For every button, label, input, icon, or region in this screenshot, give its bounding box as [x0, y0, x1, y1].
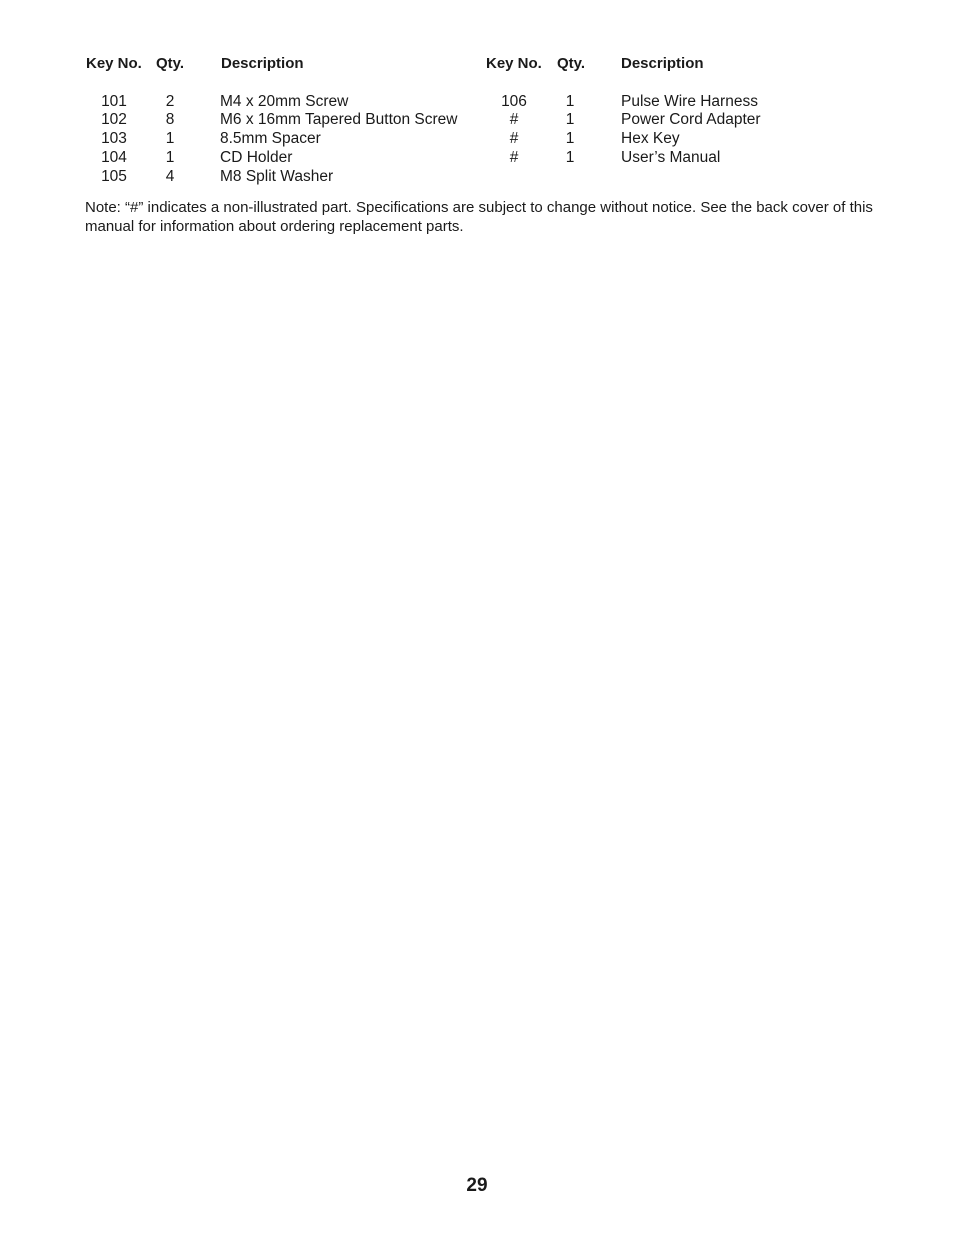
header-description-left: Description: [221, 55, 304, 72]
quantity: 1: [165, 149, 175, 166]
key-number: 105: [101, 168, 127, 185]
part-description: Pulse Wire Harness: [621, 93, 758, 110]
key-number: 104: [101, 149, 127, 166]
part-description: 8.5mm Spacer: [220, 130, 321, 147]
page-number: 29: [466, 1175, 488, 1196]
header-key-no-left: Key No.: [86, 55, 142, 72]
quantity: 4: [165, 168, 175, 185]
note-text: Note: “#” indicates a non-illustrated part. Specifications are subject to change without notice. See the back cover of this manual for information about ordering replacement parts.: [85, 199, 873, 235]
header-description-right: Description: [621, 55, 704, 72]
key-number: 106: [501, 93, 527, 110]
part-description: Hex Key: [621, 130, 680, 147]
part-description: Power Cord Adapter: [621, 111, 761, 128]
quantity: 1: [565, 93, 575, 110]
part-description: M8 Split Washer: [220, 168, 334, 185]
quantity: 1: [165, 130, 175, 147]
quantity: 8: [165, 111, 175, 128]
key-number: #: [509, 111, 519, 128]
part-description: User’s Manual: [621, 149, 721, 166]
key-number: #: [509, 149, 519, 166]
header-qty-left: Qty.: [156, 55, 185, 72]
part-description: CD Holder: [220, 149, 293, 166]
quantity: 1: [565, 111, 575, 128]
part-description: M4 x 20mm Screw: [220, 93, 349, 110]
key-number: 102: [101, 111, 127, 128]
part-description: M6 x 16mm Tapered Button Screw: [220, 111, 458, 128]
quantity: 1: [565, 149, 575, 166]
parts-list-table: [0, 0, 954, 200]
quantity: 1: [565, 130, 575, 147]
key-number: 103: [101, 130, 127, 147]
quantity: 2: [165, 93, 175, 110]
header-key-no-right: Key No.: [486, 55, 542, 72]
key-number: #: [509, 130, 519, 147]
header-qty-right: Qty.: [557, 55, 586, 72]
key-number: 101: [101, 93, 127, 110]
